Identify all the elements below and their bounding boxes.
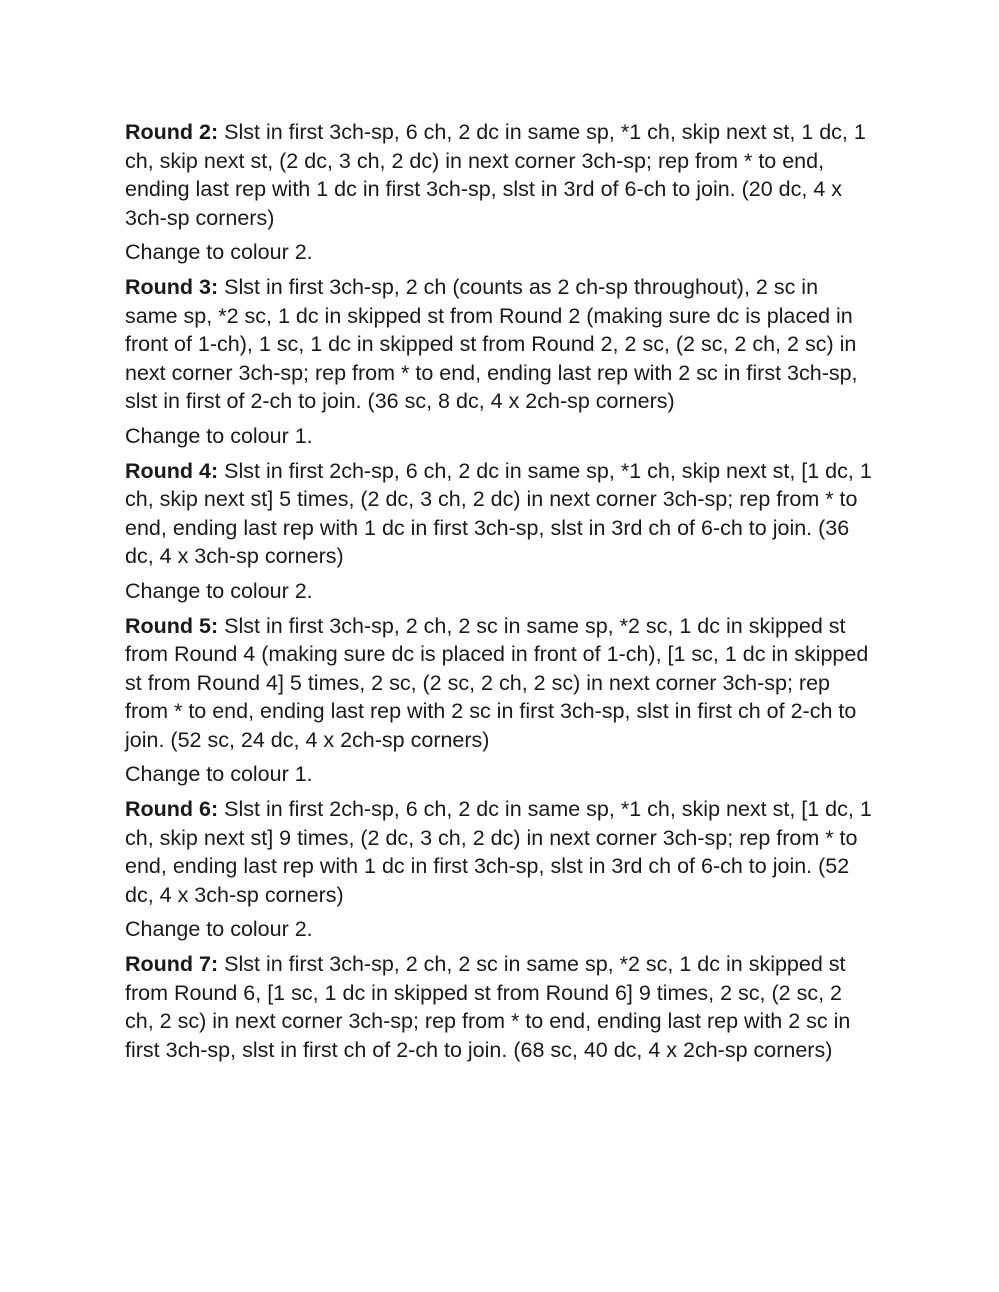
round-instructions: Slst in first 3ch-sp, 6 ch, 2 dc in same sp, *1 ch, skip next st, 1 dc, 1 ch, skip next st, (2 dc, 3 ch, 2 dc) in next corner 3ch-sp; rep from * to end, ending last rep with 1 dc in first 3ch-sp, slst in 3rd of 6-ch to join. (20 dc, 4 x 3ch-sp corners) [125, 120, 866, 230]
round-7-paragraph [125, 950, 875, 1064]
round-5-paragraph [125, 612, 875, 755]
round-instructions: Slst in first 2ch-sp, 6 ch, 2 dc in same sp, *1 ch, skip next st, [1 dc, 1 ch, skip next st] 9 times, (2 dc, 3 ch, 2 dc) in next corner 3ch-sp; rep from * to end, ending last rep with 1 dc in first 3ch-sp, slst in 3rd ch of 6-ch to join. (52 dc, 4 x 3ch-sp corners) [125, 797, 872, 907]
colour-change-note: Change to colour 2. [125, 917, 313, 942]
colour-change-note: Change to colour 2. [125, 578, 313, 603]
round-label: Round 3: [125, 274, 219, 299]
round-label: Round 2: [125, 120, 219, 144]
round-label: Round 6: [125, 797, 219, 822]
round-label: Round 5: [125, 613, 219, 638]
round-instructions: Slst in first 2ch-sp, 6 ch, 2 dc in same sp, *1 ch, skip next st, [1 dc, 1 ch, skip next st] 5 times, (2 dc, 3 ch, 2 dc) in next corner 3ch-sp; rep from * to end, ending last rep with 1 dc in first 3ch-sp, slst in 3rd ch of 6-ch to join. (36 dc, 4 x 3ch-sp corners) [125, 458, 872, 569]
colour-change-note: Change to colour 1. [125, 423, 313, 448]
round-instructions: Slst in first 3ch-sp, 2 ch, 2 sc in same sp, *2 sc, 1 dc in skipped st from Round 4 (making sure dc is placed in front of 1-ch), [1 sc, 1 dc in skipped st from Round 4] 5 times, 2 sc, (2 sc, 2 ch, 2 sc) in next corner 3ch-sp; rep from * to end, ending last rep with 2 sc in first 3ch-sp, slst in first ch of 2-ch to join. (52 sc, 24 dc, 4 x 2ch-sp corners) [125, 613, 869, 752]
colour-change-note: Change to colour 1. [125, 762, 313, 787]
round-instructions: Slst in first 3ch-sp, 2 ch, 2 sc in same sp, *2 sc, 1 dc in skipped st from Round 6, [1 sc, 1 dc in skipped st from Round 6] 9 times, 2 sc, (2 sc, 2 ch, 2 sc) in next corner 3ch-sp; rep from * to end, ending last rep with 2 sc in first 3ch-sp, slst in first ch of 2-ch to join. (68 sc, 40 dc, 4 x 2ch-sp corners) [125, 952, 851, 1062]
round-6-paragraph [125, 795, 875, 909]
round-instructions: Slst in first 3ch-sp, 2 ch (counts as 2 ch-sp throughout), 2 sc in same sp, *2 sc, 1 dc in skipped st from Round 2 (making sure dc is placed in front of 1-ch), 1 sc, 1 dc in skipped st from Round 2, 2 sc, (2 sc, 2 ch, 2 sc) in next corner 3ch-sp; rep from * to end, ending last rep with 2 sc in first 3ch-sp, slst in first of 2-ch to join. (36 sc, 8 dc, 4 x 2ch-sp corners) [125, 274, 858, 414]
document-page [125, 118, 875, 1070]
round-2-paragraph [125, 118, 875, 232]
round-3-paragraph [125, 273, 875, 416]
round-label: Round 7: [125, 952, 219, 977]
round-label: Round 4: [125, 458, 219, 483]
round-4-paragraph [125, 457, 875, 571]
colour-change-note: Change to colour 2. [125, 240, 313, 265]
